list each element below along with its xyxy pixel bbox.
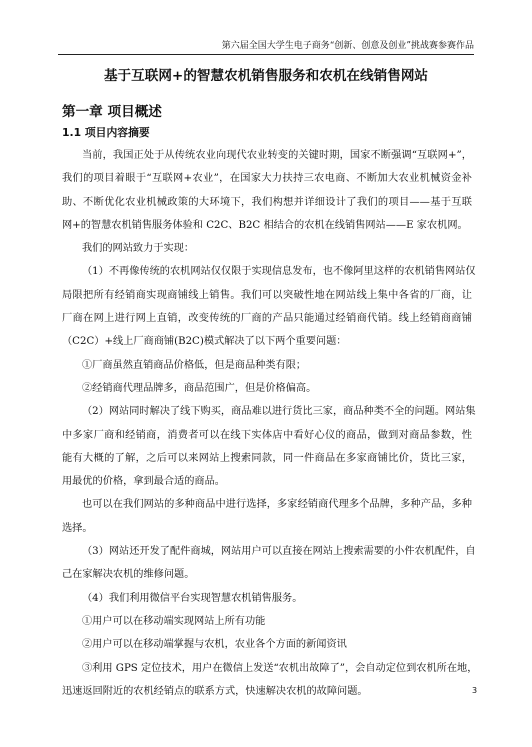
text-line: （2）网站同时解决了线下购买，商品难以进行货比三家，商品种类不全的问题。网站集 [82,406,476,418]
text-line: 己在家解决农机的维修问题。 [62,569,195,581]
paragraph-point-2 [62,400,476,493]
text-line: 用最优的价格，拿到最合适的商品。 [62,476,225,488]
paragraph-choice [62,493,472,540]
paragraph-point-4 [62,587,472,610]
section-heading: 1.1 项目内容摘要 [62,126,150,139]
paragraph-point-3 [62,540,476,587]
text-line: 能有大概的了解，之后可以来网站上搜索同款，同一件商品在多家商铺比价，货比三家， [62,452,472,464]
paragraph-point-4a [62,610,472,633]
text-line: 我们的网站致力于实现： [82,243,195,255]
text-line: 也可以在我们网站的多种商品中进行选择，多家经销商代理多个品牌，多种产品，多种 [82,499,472,511]
chapter-heading: 第一章 项目概述 [62,104,162,120]
text-line: 助、不断优化农业机械政策的大环境下，我们构想并详细设计了我们的项目——基于互联 [62,196,472,208]
text-line: ①厂商虽然直销商品价格低，但是商品种类有限； [82,359,307,371]
running-header [58,20,474,55]
text-line: ③利用 GPS 定位技术，用户在微信上发送“农机出故障了”，会自动定位到农机所在地， [82,662,478,674]
paragraph-point-1 [62,260,476,353]
body-text [62,144,478,703]
text-line: 选择。 [62,522,93,534]
paragraph-intro [62,144,472,237]
text-line: （4）我们利用微信平台实现智慧农机销售服务。 [82,592,303,604]
text-line: （1）不再像传统的农机网站仅仅限于实现信息发布，也不像阿里这样的农机销售网站仅 [82,266,476,278]
text-line: 当前，我国正处于从传统农业向现代农业转变的关键时期，国家不断强调“互联网+”， [82,150,472,161]
text-line: 厂商在网上进行网上直销，改变传统的厂商的产品只能通过经销商代销。线上经销商商铺 [62,313,472,325]
text-line: 迅速返回附近的农机经销点的联系方式，快速解决农机的故障问题。 [62,685,368,697]
paragraph-point-4b [62,633,472,656]
text-line: （C2C）+线上厂商商铺(B2C)模式解决了以下两个重要问题： [62,336,347,348]
text-line: ①用户可以在移动端实现网站上所有功能 [82,615,266,627]
paragraph-point-1b [62,377,472,400]
text-line: ②经销商代理品牌多，商品范围广，但是价格偏高。 [82,382,317,394]
text-line: 网+的智慧农机销售服务体验和 C2C、B2C 相结合的农机在线销售网站——E 家农机网。 [62,219,468,231]
paragraph-point-4c [62,657,478,704]
text-line: 局限把所有经销商实现商铺线上销售。我们可以突破性地在网站线上集中各省的厂商，让 [62,289,472,301]
text-line: （3）网站还开发了配件商城，网站用户可以直接在网站上搜索需要的小件农机配件，自 [82,546,476,558]
page-number: 3 [472,686,478,695]
text-line: 我们的项目着眼于“互联网+农业”，在国家大力扶持三农电商、不断加大农业机械资金补 [62,173,472,185]
header-text: 第六届全国大学生电子商务“创新、创意及创业”挑战赛参赛作品 [221,41,474,51]
document-title: 基于互联网+的智慧农机销售服务和农机在线销售网站 [103,68,429,84]
paragraph-point-1a [62,354,472,377]
text-line: 中多家厂商和经销商，消费者可以在线下实体店中看好心仪的商品，做到对商品参数，性 [62,429,472,441]
paragraph-goals [62,237,472,260]
text-line: ②用户可以在移动端掌握与农机，农业各个方面的新闻资讯 [82,639,347,651]
